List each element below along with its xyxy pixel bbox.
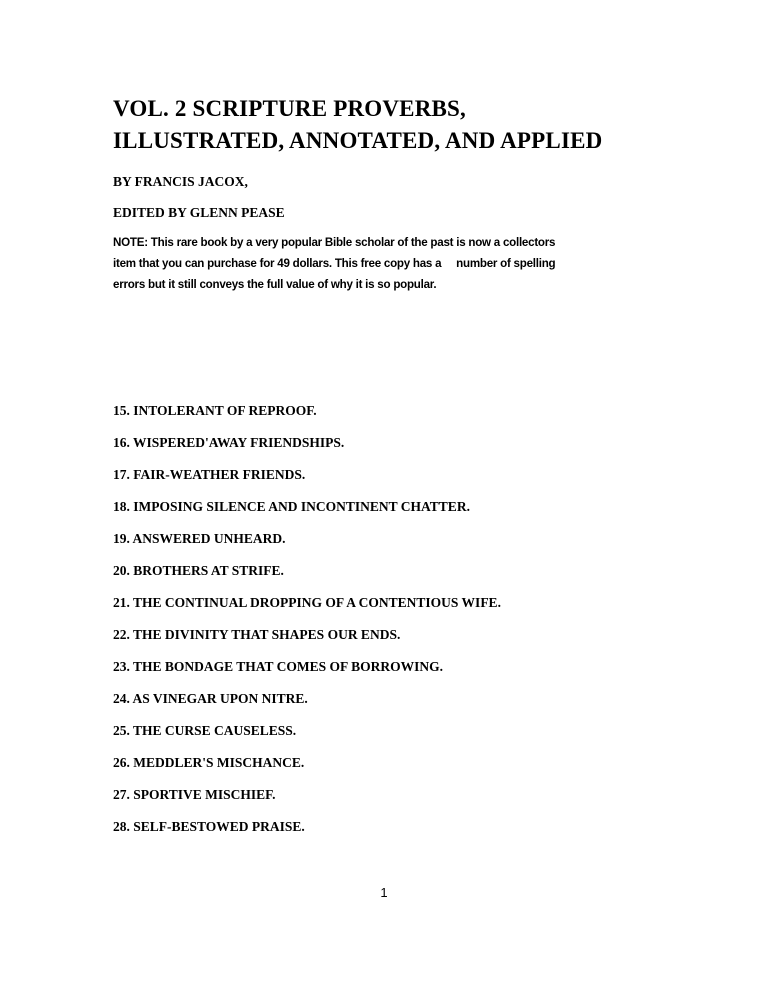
editor-line: EDITED BY GLENN PEASE [113,205,285,220]
contents-item: 18. IMPOSING SILENCE AND INCONTINENT CHATTER. [113,499,470,514]
contents-item: 21. THE CONTINUAL DROPPING OF A CONTENTIOUS WIFE. [113,595,501,610]
contents-list [113,404,501,852]
contents-item: 24. AS VINEGAR UPON NITRE. [113,691,308,706]
contents-item: 25. THE CURSE CAUSELESS. [113,723,297,738]
note-line-3: errors but it still conveys the full value of why it is so popular. [113,278,437,291]
contents-item: 27. SPORTIVE MISCHIEF. [113,787,276,802]
author-line: BY FRANCIS JACOX, [113,174,248,189]
contents-item: 22. THE DIVINITY THAT SHAPES OUR ENDS. [113,627,401,642]
contents-item: 26. MEDDLER'S MISCHANCE. [113,755,305,770]
contents-item: 17. FAIR-WEATHER FRIENDS. [113,467,306,482]
contents-item: 28. SELF-BESTOWED PRAISE. [113,819,305,834]
contents-item: 15. INTOLERANT OF REPROOF. [113,403,317,418]
page-number: 1 [380,885,388,900]
note-line-1: NOTE: This rare book by a very popular Bible scholar of the past is now a collectors [113,236,556,249]
contents-item: 23. THE BONDAGE THAT COMES OF BORROWING. [113,659,444,674]
contents-item: 19. ANSWERED UNHEARD. [113,531,286,546]
note-line-2: item that you can purchase for 49 dollars. This free copy has a number of spelling [113,257,556,270]
title-line-2: ILLUSTRATED, ANNOTATED, AND APPLIED [113,128,603,153]
contents-item: 16. WISPERED'AWAY FRIENDSHIPS. [113,435,345,450]
contents-item: 20. BROTHERS AT STRIFE. [113,563,284,578]
title-line-1: VOL. 2 SCRIPTURE PROVERBS, [113,96,466,121]
